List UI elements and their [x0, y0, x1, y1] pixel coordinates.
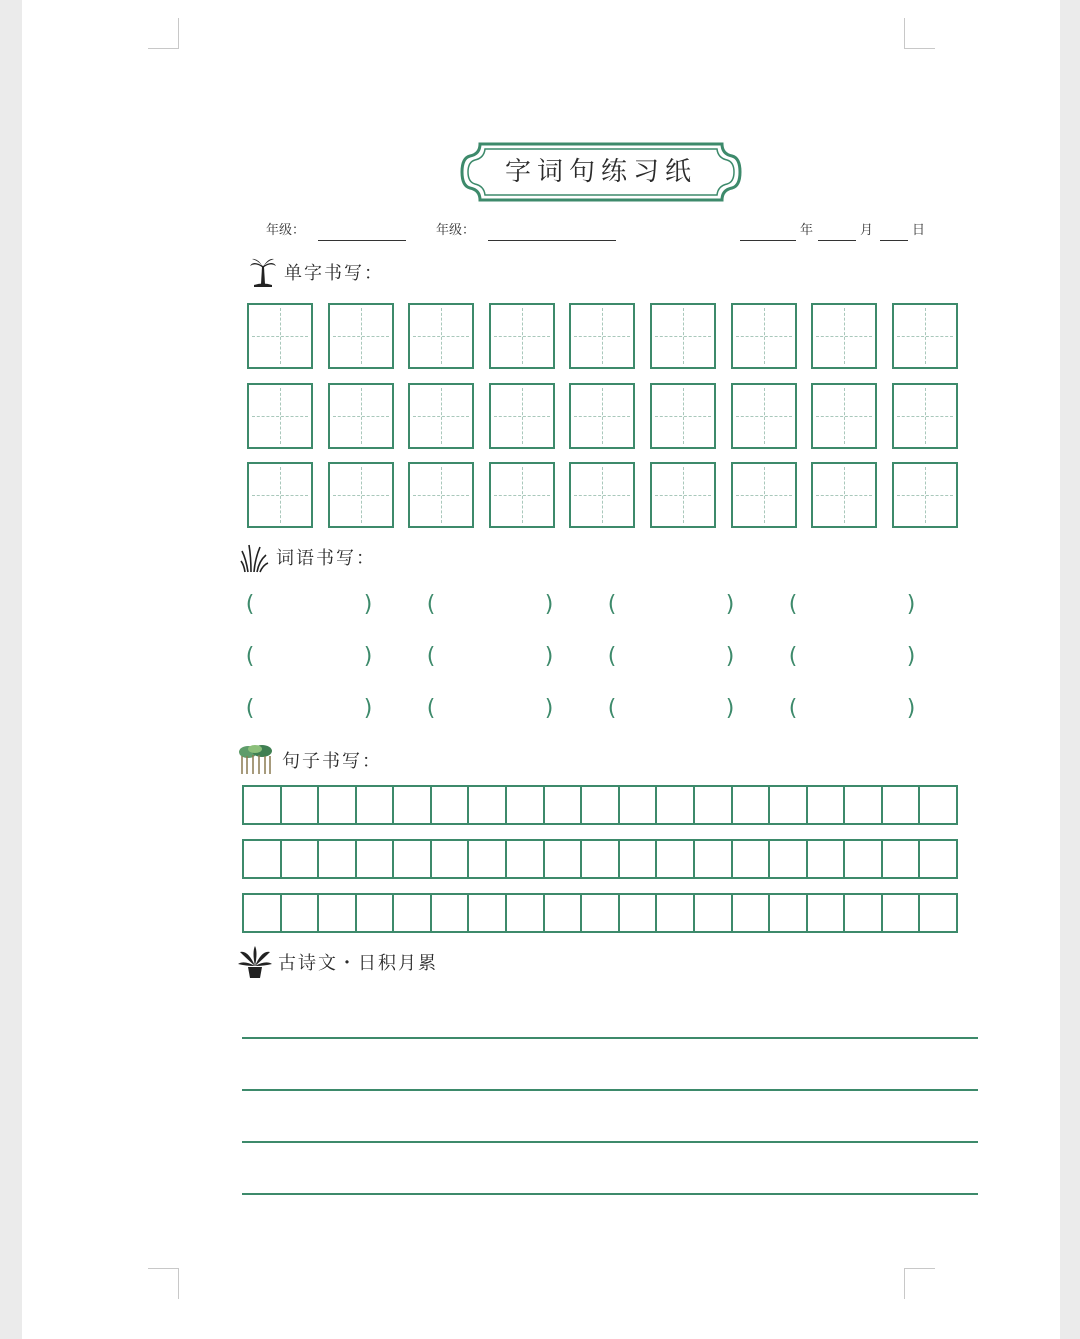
section-label-poetry: 古诗文・日积月累 — [278, 953, 438, 974]
word-paren-close: ) — [363, 696, 373, 721]
year-blank[interactable] — [740, 240, 796, 241]
grade-label-2: 年级： — [436, 223, 476, 238]
grass-icon — [240, 541, 270, 573]
tianzige-box[interactable] — [650, 383, 716, 449]
word-paren-close: ) — [544, 592, 554, 617]
sentence-cell[interactable] — [355, 787, 393, 823]
month-label: 月 — [860, 223, 874, 238]
tree-grove-icon — [236, 744, 276, 776]
sentence-cell[interactable] — [768, 841, 806, 877]
sentence-cell[interactable] — [244, 895, 280, 931]
tianzige-box[interactable] — [892, 303, 958, 369]
grade-blank-1[interactable] — [318, 240, 406, 241]
word-paren-open: ( — [426, 644, 436, 669]
crop-mark-bottom-left — [148, 1268, 179, 1299]
sentence-cell[interactable] — [392, 787, 430, 823]
sentence-cell[interactable] — [843, 787, 881, 823]
section-label-sentences: 句子书写： — [282, 751, 382, 772]
tianzige-box[interactable] — [569, 383, 635, 449]
sentence-cell[interactable] — [731, 895, 769, 931]
sentence-cell[interactable] — [918, 841, 956, 877]
tianzige-box[interactable] — [247, 383, 313, 449]
tianzige-box[interactable] — [247, 462, 313, 528]
tianzige-box[interactable] — [489, 303, 555, 369]
sentence-cell[interactable] — [618, 787, 656, 823]
sentence-row — [242, 785, 958, 825]
sentence-cell[interactable] — [467, 895, 505, 931]
word-paren-close: ) — [725, 696, 735, 721]
tianzige-box[interactable] — [892, 462, 958, 528]
word-paren-open: ( — [607, 592, 617, 617]
sentence-cell[interactable] — [543, 841, 581, 877]
tianzige-box[interactable] — [650, 462, 716, 528]
sentence-cell[interactable] — [731, 841, 769, 877]
tianzige-box[interactable] — [408, 462, 474, 528]
sentence-cell[interactable] — [355, 841, 393, 877]
tianzige-box[interactable] — [811, 462, 877, 528]
writing-line[interactable] — [242, 1037, 978, 1039]
sentence-cell[interactable] — [881, 895, 919, 931]
sentence-cell[interactable] — [543, 787, 581, 823]
sentence-cell[interactable] — [806, 841, 844, 877]
sentence-cell[interactable] — [467, 787, 505, 823]
day-label: 日 — [912, 223, 926, 238]
crop-mark-top-right — [904, 18, 935, 49]
section-sentences — [236, 744, 382, 776]
sentence-cell[interactable] — [768, 787, 806, 823]
year-label: 年 — [800, 223, 814, 238]
palm-tree-icon — [248, 256, 278, 288]
day-blank[interactable] — [880, 240, 908, 241]
sentence-cell[interactable] — [430, 841, 468, 877]
word-paren-open: ( — [788, 696, 798, 721]
sentence-cell[interactable] — [317, 841, 355, 877]
page-title: 字词句练习纸 — [504, 157, 697, 187]
word-paren-close: ) — [906, 644, 916, 669]
word-paren-close: ) — [906, 592, 916, 617]
tianzige-box[interactable] — [328, 462, 394, 528]
sentence-cell[interactable] — [580, 841, 618, 877]
word-paren-open: ( — [245, 592, 255, 617]
sentence-cell[interactable] — [693, 841, 731, 877]
sentence-cell[interactable] — [244, 841, 280, 877]
tianzige-box[interactable] — [892, 383, 958, 449]
crop-mark-top-left — [148, 18, 179, 49]
word-paren-open: ( — [426, 696, 436, 721]
sentence-cell[interactable] — [881, 841, 919, 877]
sentence-cell[interactable] — [655, 841, 693, 877]
sentence-row — [242, 839, 958, 879]
word-paren-open: ( — [607, 696, 617, 721]
writing-line[interactable] — [242, 1089, 978, 1091]
section-label-single-char: 单字书写： — [284, 263, 384, 284]
sentence-cell[interactable] — [918, 895, 956, 931]
word-paren-open: ( — [245, 696, 255, 721]
tianzige-box[interactable] — [731, 303, 797, 369]
word-paren-close: ) — [906, 696, 916, 721]
tianzige-box[interactable] — [489, 383, 555, 449]
tianzige-box[interactable] — [489, 462, 555, 528]
tianzige-box[interactable] — [569, 303, 635, 369]
sentence-cell[interactable] — [580, 895, 618, 931]
word-paren-close: ) — [544, 644, 554, 669]
tianzige-box[interactable] — [328, 383, 394, 449]
writing-line[interactable] — [242, 1193, 978, 1195]
word-paren-open: ( — [607, 644, 617, 669]
sentence-cell[interactable] — [618, 841, 656, 877]
sentence-cell[interactable] — [881, 787, 919, 823]
sentence-cell[interactable] — [392, 895, 430, 931]
word-paren-open: ( — [426, 592, 436, 617]
crop-mark-bottom-right — [904, 1268, 935, 1299]
sentence-cell[interactable] — [655, 895, 693, 931]
sentence-cell[interactable] — [317, 787, 355, 823]
potted-plant-icon — [238, 946, 272, 978]
sentence-cell[interactable] — [843, 841, 881, 877]
sentence-cell[interactable] — [280, 895, 318, 931]
sentence-cell[interactable] — [768, 895, 806, 931]
tianzige-box[interactable] — [811, 303, 877, 369]
word-paren-open: ( — [788, 644, 798, 669]
word-paren-close: ) — [363, 592, 373, 617]
sentence-cell[interactable] — [430, 787, 468, 823]
word-paren-open: ( — [245, 644, 255, 669]
sentence-cell[interactable] — [843, 895, 881, 931]
tianzige-box[interactable] — [569, 462, 635, 528]
tianzige-box[interactable] — [328, 303, 394, 369]
sentence-cell[interactable] — [244, 787, 280, 823]
tianzige-box[interactable] — [650, 303, 716, 369]
word-paren-close: ) — [363, 644, 373, 669]
section-label-words: 词语书写： — [276, 548, 376, 569]
sentence-cell[interactable] — [543, 895, 581, 931]
tianzige-box[interactable] — [811, 383, 877, 449]
sentence-cell[interactable] — [467, 841, 505, 877]
sentence-cell[interactable] — [505, 841, 543, 877]
sentence-cell[interactable] — [317, 895, 355, 931]
section-single-char — [248, 256, 384, 288]
tianzige-box[interactable] — [408, 383, 474, 449]
sentence-cell[interactable] — [618, 895, 656, 931]
sentence-cell[interactable] — [355, 895, 393, 931]
sentence-cell[interactable] — [280, 787, 318, 823]
sentence-cell[interactable] — [731, 787, 769, 823]
sentence-cell[interactable] — [430, 895, 468, 931]
sentence-cell[interactable] — [693, 787, 731, 823]
tianzige-box[interactable] — [731, 383, 797, 449]
sentence-cell[interactable] — [693, 895, 731, 931]
word-paren-close: ) — [544, 696, 554, 721]
grade-blank-2[interactable] — [488, 240, 616, 241]
title-badge — [458, 140, 744, 204]
word-paren-close: ) — [725, 644, 735, 669]
tianzige-box[interactable] — [247, 303, 313, 369]
sentence-cell[interactable] — [505, 895, 543, 931]
tianzige-box[interactable] — [408, 303, 474, 369]
section-poetry — [238, 946, 438, 978]
word-paren-close: ) — [725, 592, 735, 617]
sentence-cell[interactable] — [392, 841, 430, 877]
sentence-cell[interactable] — [505, 787, 543, 823]
tianzige-box[interactable] — [731, 462, 797, 528]
word-paren-open: ( — [788, 592, 798, 617]
sentence-cell[interactable] — [580, 787, 618, 823]
sentence-cell[interactable] — [806, 895, 844, 931]
sentence-cell[interactable] — [280, 841, 318, 877]
sentence-cell[interactable] — [806, 787, 844, 823]
grade-label-1: 年级： — [266, 223, 306, 238]
sentence-cell[interactable] — [918, 787, 956, 823]
month-blank[interactable] — [818, 240, 856, 241]
sentence-cell[interactable] — [655, 787, 693, 823]
writing-line[interactable] — [242, 1141, 978, 1143]
sentence-row — [242, 893, 958, 933]
section-words — [240, 541, 376, 573]
